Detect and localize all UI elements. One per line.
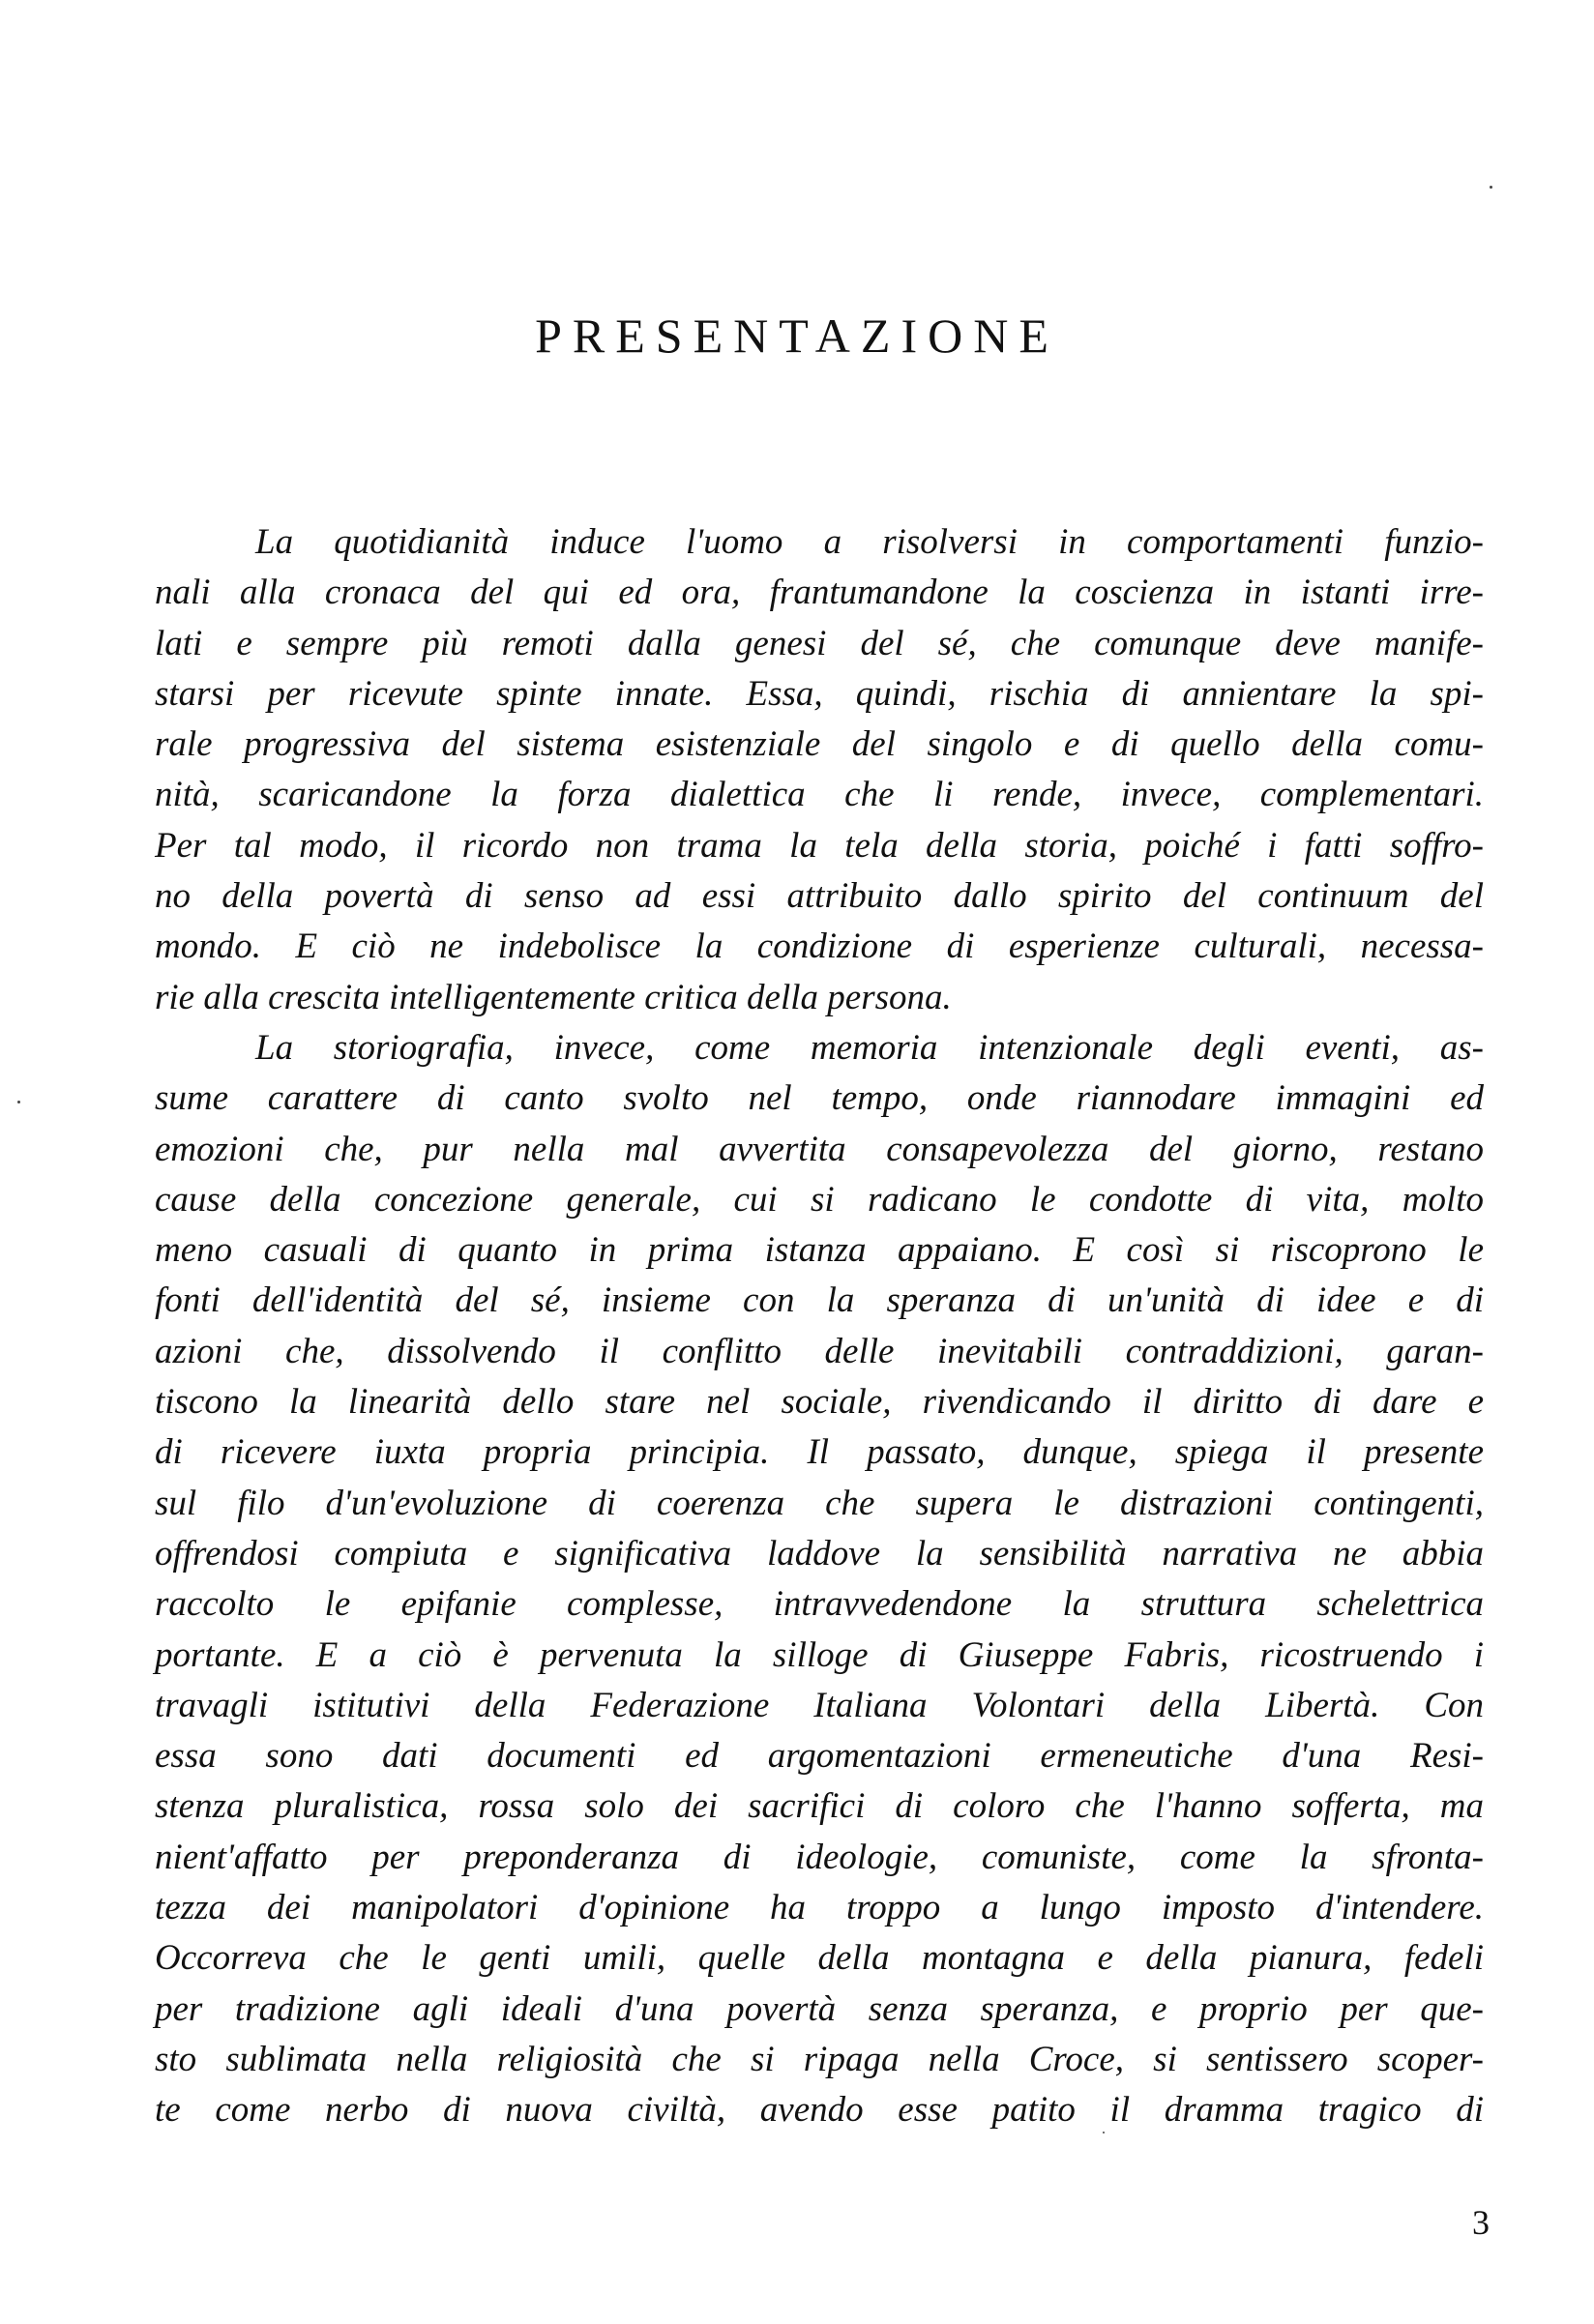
text-line: di ricevere iuxta propria principia. Il passato, dunque, spiega il presente <box>155 1432 1484 1473</box>
text-line: nali alla cronaca del qui ed ora, frantumandone la coscienza in istanti irre- <box>155 573 1484 613</box>
scan-speck <box>17 1101 20 1103</box>
text-line: La storiografia, invece, come memoria intenzionale degli eventi, as- <box>255 1027 1484 1068</box>
scan-speck <box>1103 2132 1105 2133</box>
text-line: sto sublimata nella religiosità che si ripaga nella Croce, si sentissero scoper- <box>155 2039 1484 2079</box>
text-line: meno casuali di quanto in prima istanza appaiano. E così si riscoprono le <box>155 1230 1484 1271</box>
text-line: nient'affatto per preponderanza di ideologie, comuniste, come la sfronta- <box>155 1837 1484 1877</box>
scan-speck <box>1490 186 1492 189</box>
text-line: stenza pluralistica, rossa solo dei sacrifici di coloro che l'hanno sofferta, ma <box>155 1786 1484 1827</box>
text-line: lati e sempre più remoti dalla genesi del sé, che comunque deve manife- <box>155 623 1484 663</box>
text-line: tezza dei manipolatori d'opinione ha troppo a lungo imposto d'intendere. <box>155 1888 1484 1928</box>
text-line: essa sono dati documenti ed argomentazioni ermeneutiche d'una Resi- <box>155 1736 1484 1777</box>
text-line: portante. E a ciò è pervenuta la silloge di Giuseppe Fabris, ricostruendo i <box>155 1634 1484 1675</box>
text-line: offrendosi compiuta e significativa laddove la sensibilità narrativa ne abbia <box>155 1533 1484 1574</box>
text-line: travagli istitutivi della Federazione Italiana Volontari della Libertà. Con <box>155 1685 1484 1725</box>
text-line: sume carattere di canto svolto nel tempo, onde riannodare immagini ed <box>155 1078 1484 1119</box>
text-line: emozioni che, pur nella mal avvertita consapevolezza del giorno, restano <box>155 1129 1484 1169</box>
text-line: mondo. E ciò ne indebolisce la condizione di esperienze culturali, necessa- <box>155 927 1484 967</box>
text-line: cause della concezione generale, cui si radicano le condotte di vita, molto <box>155 1179 1484 1220</box>
text-line: nità, scaricandone la forza dialettica che li rende, invece, complementari. <box>155 775 1484 815</box>
text-line: azioni che, dissolvendo il conflitto delle inevitabili contraddizioni, garan- <box>155 1331 1484 1371</box>
page-title: PRESENTAZIONE <box>535 309 1059 363</box>
text-line: tiscono la linearità dello stare nel sociale, rivendicando il diritto di dare e <box>155 1382 1484 1423</box>
text-line: sul filo d'un'evoluzione di coerenza che supera le distrazioni contingenti, <box>155 1483 1484 1523</box>
page-number: 3 <box>1472 2203 1490 2242</box>
text-line: La quotidianità induce l'uomo a risolversi in comportamenti funzio- <box>255 522 1484 562</box>
text-line: starsi per ricevute spinte innate. Essa, quindi, rischia di annientare la spi- <box>155 673 1484 714</box>
text-line: Per tal modo, il ricordo non trama la tela della storia, poiché i fatti soffro- <box>155 825 1484 866</box>
body-text <box>155 517 1484 2136</box>
text-line: raccolto le epifanie complesse, intravvedendone la struttura schelettrica <box>155 1584 1484 1625</box>
text-line: per tradizione agli ideali d'una povertà senza speranza, e proprio per que- <box>155 1988 1484 2029</box>
text-line: fonti dell'identità del sé, insieme con la speranza di un'unità di idee e di <box>155 1280 1484 1321</box>
text-line: no della povertà di senso ad essi attribuito dallo spirito del continuum del <box>155 876 1484 917</box>
text-line: te come nerbo di nuova civiltà, avendo esse patito il dramma tragico di <box>155 2090 1484 2131</box>
text-line: Occorreva che le genti umili, quelle della montagna e della pianura, fedeli <box>155 1938 1484 1979</box>
text-line: rie alla crescita intelligentemente critica della persona. <box>155 977 952 1017</box>
text-line: rale progressiva del sistema esistenziale del singolo e di quello della comu- <box>155 724 1484 765</box>
